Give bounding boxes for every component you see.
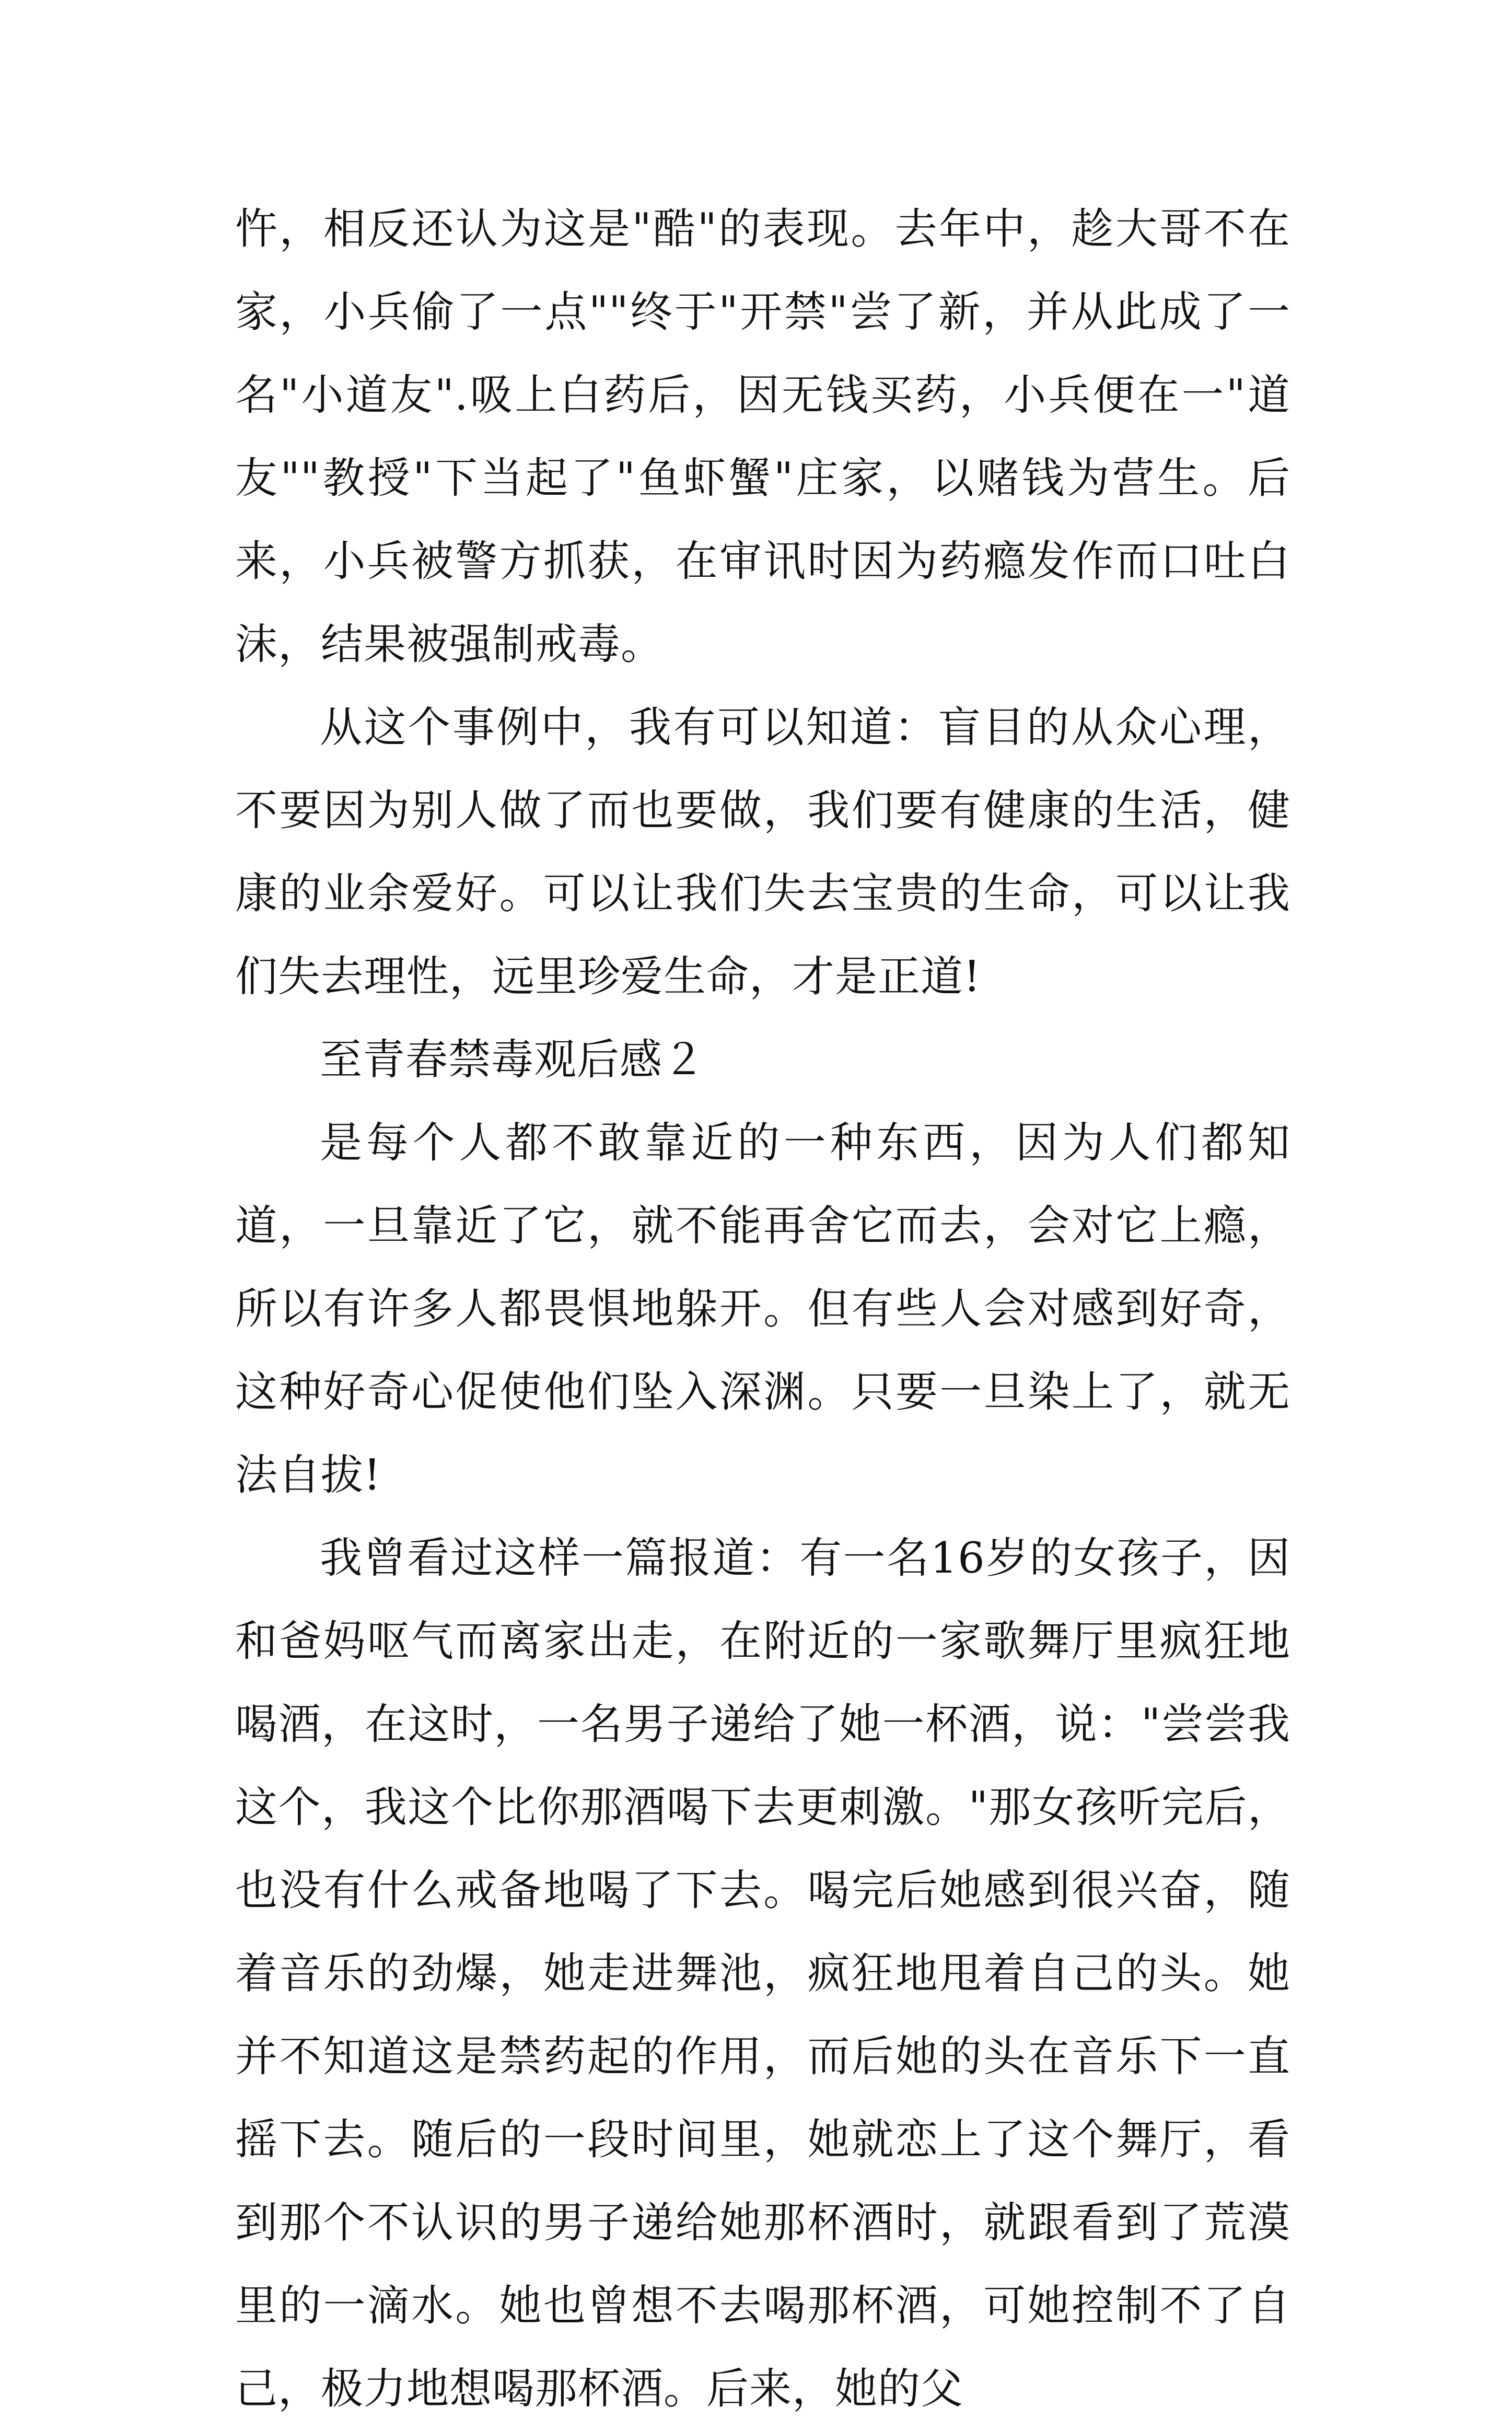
paragraph: 从这个事例中，我有可以知道：盲目的从众心理，不要因为别人做了而也要做，我们要有健康的生活，健康的业余爱好。可以让我们失去宝贵的生命，可以让我们失去理性，远里珍爱生命，才是正道!: [235, 703, 1290, 1002]
paragraph: 是每个人都不敢靠近的一种东西，因为人们都知道，一旦靠近了它，就不能再舍它而去，会对它上瘾，所以有许多人都畏惧地躲开。但有些人会对感到好奇，这种好奇心促使他们坠入深渊。只要一旦染上了，就无法自拔!: [235, 1119, 1290, 1500]
section-heading: 至青春禁毒观后感２: [320, 1036, 706, 1085]
paragraph: 我曾看过这样一篇报道：有一名16岁的女孩子，因和爸妈呕气而离家出走，在附近的一家歌舞厅里疯狂地喝酒，在这时，一名男子递给了她一杯酒，说："尝尝我这个，我这个比你那酒喝下去更刺激。"那女孩听完后，也没有什么戒备地喝了下去。喝完后她感到很兴奋，随着音乐的劲爆，她走进舞池，疯狂地甩着自己的头。她并不知道这是禁药起的作用，而后她的头在音乐下一直摇下去。随后的一段时间里，她就恋上了这个舞厅，看到那个不认识的男子递给她那杯酒时，就跟看到了荒漠里的一滴水。她也曾想不去喝那杯酒，可她控制不了自己，极力地想喝那杯酒。后来，她的父: [235, 1534, 1290, 2414]
document-body: [235, 188, 1290, 2431]
paragraph-continued: 忤，相反还认为这是"酷"的表现。去年中，趁大哥不在家，小兵偷了一点""终于"开禁"尝了新，并从此成了一名"小道友".吸上白药后，因无钱买药，小兵便在一"道友""教授"下当起了"鱼虾蟹"庄家，以赌钱为营生。后来，小兵被警方抓获，在审讯时因为药瘾发作而口吐白沫，结果被强制戒毒。: [235, 205, 1290, 669]
